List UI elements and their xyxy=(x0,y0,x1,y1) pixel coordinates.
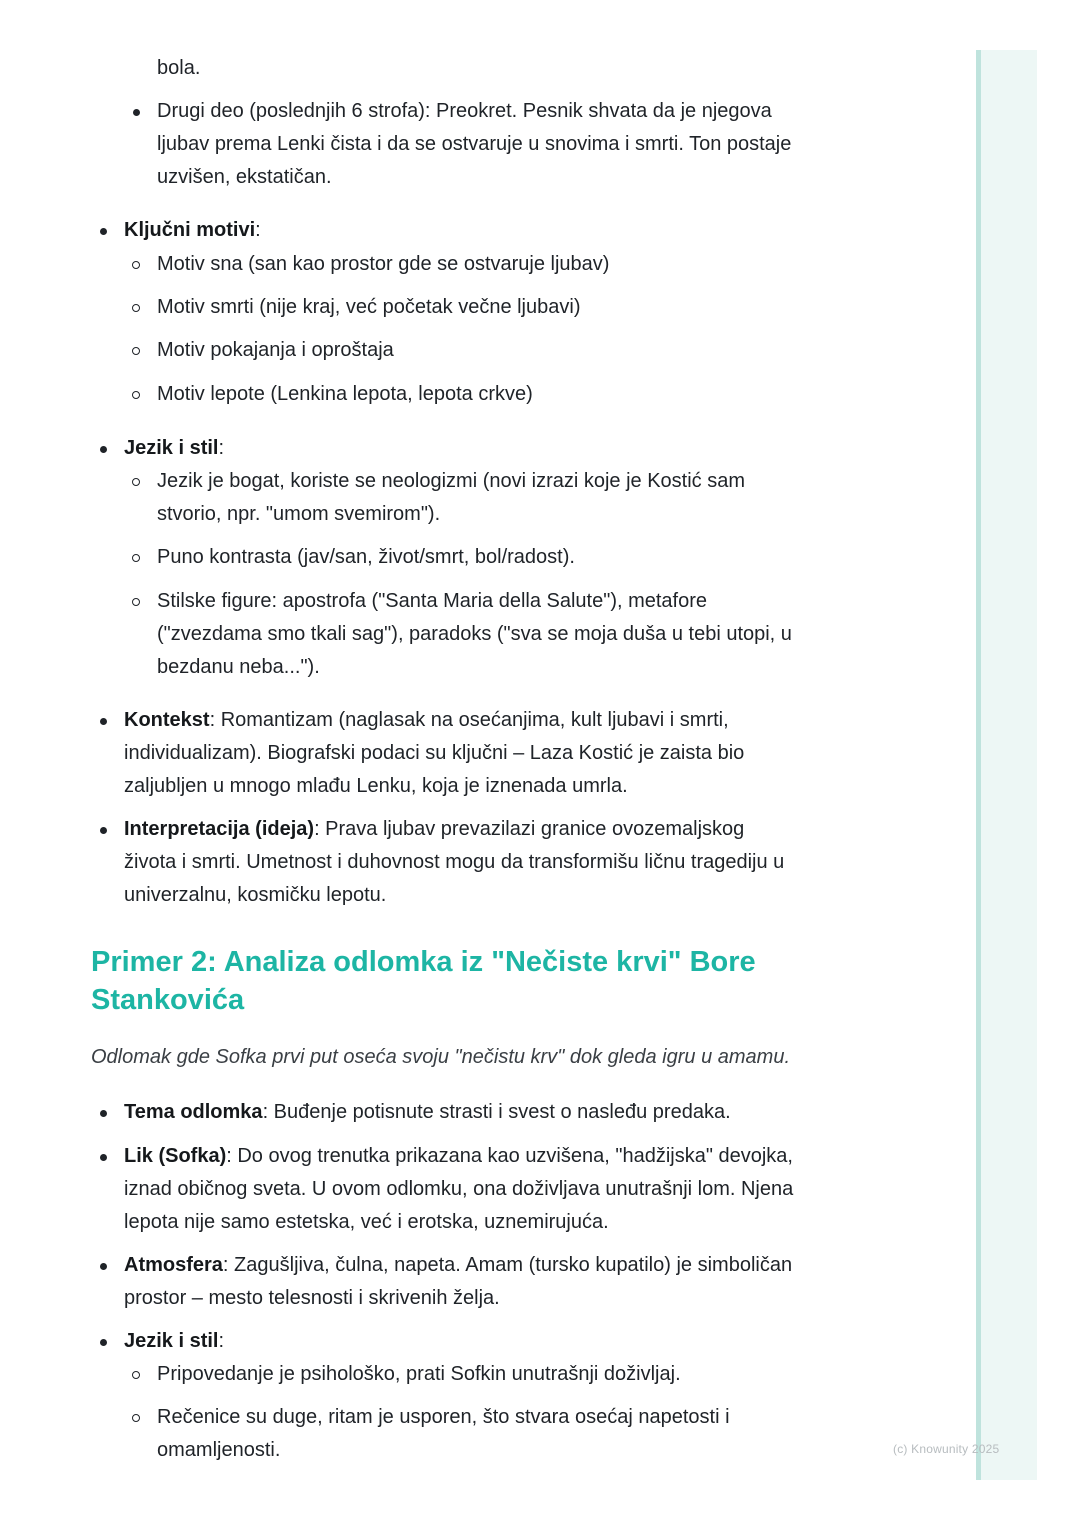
continuation-text: bola. xyxy=(157,57,201,79)
circle-bullet-icon xyxy=(132,391,140,399)
item-label: Jezik i stil xyxy=(124,437,219,459)
list-item-lik: Lik (Sofka): Do ovog trenutka prikazana kao uzvišena, "hadžijska" devojka, iznad običnog sveta. U ovom odlomku, ona doživljava unutrašnji lom. Njena lepota nije samo estetska, već i erotska, uznemirujuća. xyxy=(0,1140,884,1239)
item-label: Lik (Sofka) xyxy=(124,1145,227,1167)
list-item-line: lepota nije samo estetska, već i erotska, uznemirujuća. xyxy=(124,1211,609,1233)
list-item-line: iznad običnog sveta. U ovom odlomku, ona doživljava unutrašnji lom. Njena xyxy=(124,1178,794,1200)
sub-list-item-line: Rečenice su duge, ritam je usporen, što stvara osećaj napetosti i xyxy=(157,1406,730,1428)
circle-bullet-icon xyxy=(132,347,140,355)
circle-bullet-icon xyxy=(132,554,140,562)
sub-list-item-line: omamljenosti. xyxy=(157,1439,281,1461)
circle-bullet-icon xyxy=(132,261,140,269)
sub-list-item-text: Pripovedanje je psihološko, prati Sofkin unutrašnji doživljaj. xyxy=(157,1363,681,1385)
bullet-icon xyxy=(100,1154,107,1161)
list-item-jezik-i-stil-2: Jezik i stil: xyxy=(0,1325,224,1358)
bullet-icon xyxy=(100,228,107,235)
sub-list-item xyxy=(0,334,394,367)
list-item xyxy=(0,95,917,194)
circle-bullet-icon xyxy=(132,304,140,312)
circle-bullet-icon xyxy=(132,598,140,606)
item-label: Atmosfera xyxy=(124,1254,223,1276)
sub-list-item-text: Motiv lepote (Lenkina lepota, lepota crkve) xyxy=(157,383,533,405)
item-label: Interpretacija (ideja) xyxy=(124,818,315,840)
bullet-icon xyxy=(133,109,140,116)
item-label: Jezik i stil xyxy=(124,1330,219,1352)
sub-list-item xyxy=(0,291,580,324)
sub-list-item xyxy=(0,378,533,411)
sub-list-item xyxy=(0,585,877,684)
list-item-kljucni-motivi: Ključni motivi: xyxy=(0,214,924,247)
sub-list-item-text: Motiv smrti (nije kraj, već početak večne ljubavi) xyxy=(157,296,581,318)
item-label: Ključni motivi xyxy=(124,219,256,241)
section-lead: Odlomak gde Sofka prvi put oseća svoju "nečistu krv" dok gleda igru u amamu. xyxy=(91,1046,790,1068)
list-item-atmosfera: Atmosfera: Zagušljiva, čulna, napeta. Amam (tursko kupatilo) je simboličan prostor – mesto telesnosti i skrivenih želja. xyxy=(0,1249,884,1315)
list-item-jezik-i-stil: Jezik i stil: xyxy=(0,432,224,465)
sub-list-item xyxy=(0,541,575,574)
list-item-tema: Tema odlomka: Buđenje potisnute strasti i svest o nasleđu predaka. xyxy=(0,1096,884,1129)
sub-list-item-text: Motiv pokajanja i oproštaja xyxy=(157,339,394,361)
sub-list-item-line: ("zvezdama smo tkali sag"), paradoks ("sva se moja duša u tebi utopi, u xyxy=(157,623,792,645)
sub-list-item xyxy=(0,465,877,531)
bullet-icon xyxy=(100,1110,107,1117)
sub-list-item-line: bezdanu neba..."). xyxy=(157,656,320,678)
sub-list-item-line: stvorio, npr. "umom svemirom"). xyxy=(157,503,441,525)
item-label: Kontekst xyxy=(124,709,210,731)
list-item-line: univerzalnu, kosmičku lepotu. xyxy=(124,884,387,906)
circle-bullet-icon xyxy=(132,1414,140,1422)
circle-bullet-icon xyxy=(132,1371,140,1379)
list-item-line: života i smrti. Umetnost i duhovnost mogu da transformišu ličnu tragediju u xyxy=(124,851,785,873)
sub-list-item-line: Jezik je bogat, koriste se neologizmi (novi izrazi koje je Kostić sam xyxy=(157,470,746,492)
circle-bullet-icon xyxy=(132,478,140,486)
list-item-line: Drugi deo (poslednjih 6 strofa): Preokret. Pesnik shvata da je njegova xyxy=(157,100,772,122)
bullet-icon xyxy=(100,827,107,834)
side-panel xyxy=(976,50,1037,1480)
bullet-icon xyxy=(100,1339,107,1346)
sub-list-item-line: Stilske figure: apostrofa ("Santa Maria della Salute"), metafore xyxy=(157,590,708,612)
sub-list-item xyxy=(0,248,609,281)
watermark: (c) Knowunity 2025 xyxy=(893,1442,1000,1456)
list-item-line: ljubav prema Lenki čista i da se ostvaruje u snovima i smrti. Ton postaje xyxy=(157,133,792,155)
bullet-icon xyxy=(100,446,107,453)
sub-list-item xyxy=(0,1401,877,1467)
item-label: Tema odlomka xyxy=(124,1101,263,1123)
list-item-interpretacija: Interpretacija (ideja): Prava ljubav prevazilazi granice ovozemaljskog života i smrti. Umetnost i duhovnost mogu da transformišu ličnu tragediju u univerzalnu, kosmičku lepotu. xyxy=(0,813,884,912)
bullet-icon xyxy=(100,718,107,725)
section-heading: Primer 2: Analiza odlomka iz "Nečiste krvi" Bore Stankovića xyxy=(91,946,756,1016)
sub-list-item-text: Motiv sna (san kao prostor gde se ostvaruje ljubav) xyxy=(157,253,610,275)
list-item-kontekst: Kontekst: Romantizam (naglasak na osećanjima, kult ljubavi i smrti, individualizam). Biografski podaci su ključni – Laza Kostić je zaista bio zaljubljen u mnogo mlađu Lenku, koja je iznenada umrla. xyxy=(0,704,884,803)
list-item-line: uzvišen, ekstatičan. xyxy=(157,166,332,188)
list-item-line: prostor – mesto telesnosti i skrivenih želja. xyxy=(124,1287,500,1309)
sub-list-item-text: Puno kontrasta (jav/san, život/smrt, bol/radost). xyxy=(157,546,575,568)
list-item-line: zaljubljen u mnogo mlađu Lenku, koja je iznenada umrla. xyxy=(124,775,628,797)
sub-list-item xyxy=(0,1358,681,1391)
list-item-line: individualizam). Biografski podaci su ključni – Laza Kostić je zaista bio xyxy=(124,742,745,764)
bullet-icon xyxy=(100,1263,107,1270)
